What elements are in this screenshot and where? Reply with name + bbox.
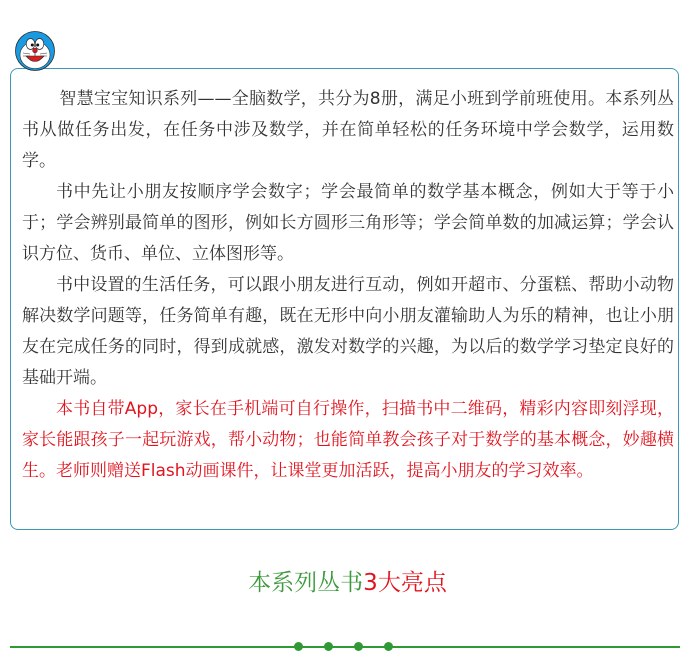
intro-card [10,68,679,530]
section-title [0,565,695,601]
divider-dot [354,642,363,651]
intro-paragraph: 书中先让小朋友按顺序学会数字；学会最简单的数学基本概念，例如大于等于小于；学会辨别最简单的图形，例如长方圆形三角形等；学会简单数的加减运算；学会认识方位、货币、单位、立体图形等。 [22,182,674,264]
divider-dot [384,642,393,651]
intro-paragraph: 智慧宝宝知识系列——全脑数学，共分为8册，满足小班到学前班使用。本系列丛书从做任务出发，在任务中涉及数学，并在简单轻松的任务环境中学会数学，运用数学。 [22,89,674,171]
section-title-prefix: 本系列丛书 [248,570,364,596]
divider-dot [324,642,333,651]
intro-paragraph-highlight: 本书自带App，家长在手机端可自行操作，扫描书中二维码，精彩内容即刻浮现，家长能跟孩子一起玩游戏，帮小动物；也能简单教会孩子对于数学的基本概念，妙趣横生。老师则赠送Flash动画课件，让课堂更加活跃，提高小朋友的学习效率。 [22,399,674,481]
intro-text [22,84,674,487]
section-title-number: 3 [363,570,378,596]
section-title-suffix: 大亮点 [377,570,447,596]
intro-paragraph: 书中设置的生活任务，可以跟小朋友进行互动，例如开超市、分蛋糕、帮助小动物解决数学问题等，任务简单有趣，既在无形中向小朋友灌输助人为乐的精神，也让小朋友在完成任务的同时，得到成就感，激发对数学的兴趣，为以后的数学学习垫定良好的基础开端。 [22,275,674,388]
divider-dots [294,642,394,652]
divider-dot [294,642,303,651]
doraemon-avatar-icon [15,31,55,71]
